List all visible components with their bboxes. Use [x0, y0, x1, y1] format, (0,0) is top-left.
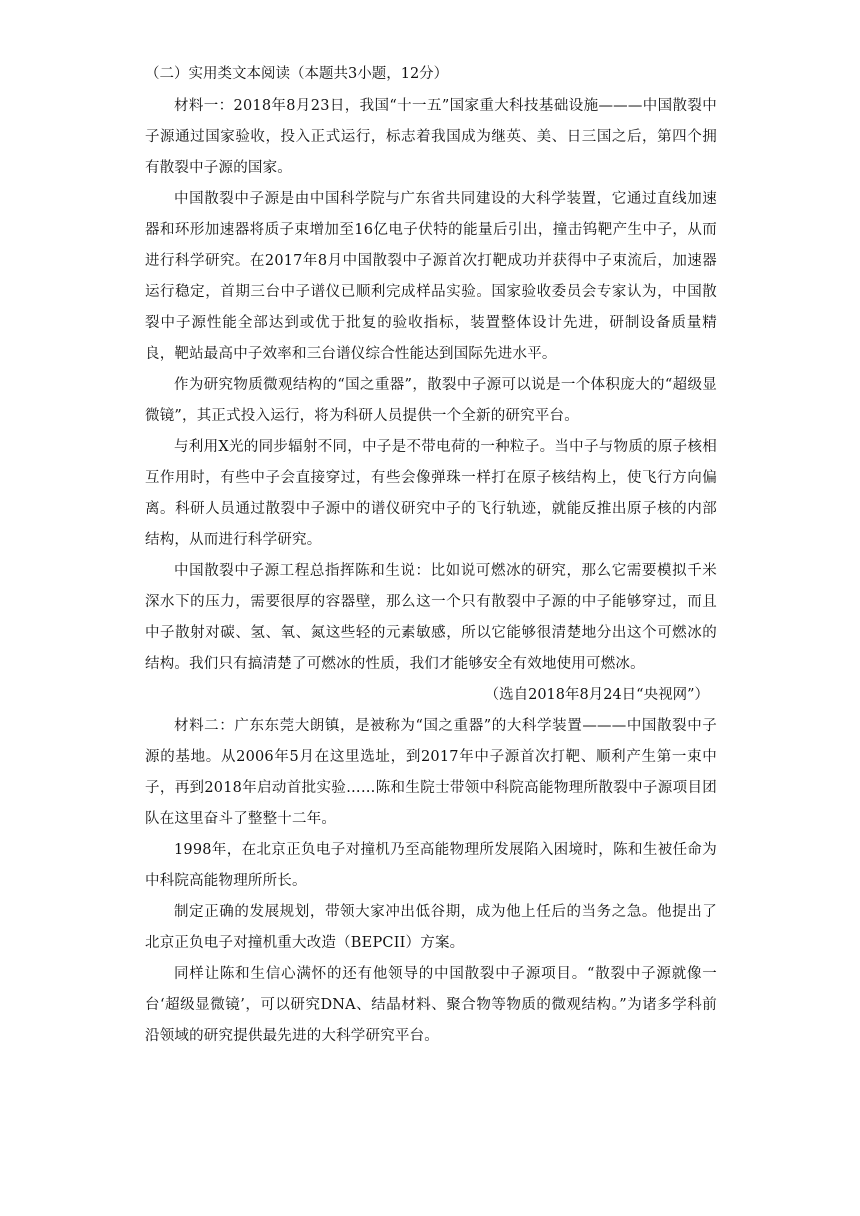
paragraph-neutron-physics: 与利用X光的同步辐射不同，中子是不带电荷的一种粒子。当中子与物质的原子核相互作用时，有些中子会直接穿过，有些会像弹珠一样打在原子核结构上，使飞行方向偏离。科研人员通过散裂中子源中的谱仪研究中子的飞行轨迹，就能反推出原子核的内部结构，从而进行科学研究。 — [145, 439, 717, 548]
source-citation: （选自2018年8月24日“央视网”） — [484, 687, 709, 703]
section-heading: （二）实用类文本阅读（本题共3小题，12分） — [145, 66, 449, 82]
paragraph-csns-description: 中国散裂中子源是由中国科学院与广东省共同建设的大科学装置，它通过直线加速器和环形加速器将质子束增加至16亿电子伏特的能量后引出，撞击钨靶产生中子，从而进行科学研究。在2017年8月中国散裂中子源首次打靶成功并获得中子束流后，加速器运行稳定，首期三台中子谱仪已顺利完成样品实验。国家验收委员会专家认为，中国散裂中子源性能全部达到或优于批复的验收指标，装置整体设计先进，研制设备质量精良，靶站最高中子效率和三台谱仪综合性能达到国际先进水平。 — [145, 191, 717, 362]
paragraph-chen-quote: 中国散裂中子源工程总指挥陈和生说：比如说可燃冰的研究，那么它需要模拟千米深水下的压力，需要很厚的容器壁，那么这一个只有散裂中子源的中子能够穿过，而且中子散射对碳、氢、氧、氮这些轻的元素敏感，所以它能够很清楚地分出这个可燃冰的结构。我们只有搞清楚了可燃冰的性质，我们才能够安全有效地使用可燃冰。 — [145, 563, 717, 672]
paragraph-csns-project: 同样让陈和生信心满怀的还有他领导的中国散裂中子源项目。“散裂中子源就像一台‘超级显微镜’，可以研究DNA、结晶材料、聚合物等物质的微观结构。”为诸多学科前沿领域的研究提供最先进的大科学研究平台。 — [145, 966, 717, 1044]
paragraph-super-microscope: 作为研究物质微观结构的“国之重器”，散裂中子源可以说是一个体积庞大的“超级显微镜”，其正式投入运行，将为科研人员提供一个全新的研究平台。 — [145, 377, 717, 424]
paragraph-material2-intro: 材料二：广东东莞大朗镇，是被称为“国之重器”的大科学装置———中国散裂中子源的基地。从2006年5月在这里选址，到2017年中子源首次打靶、顺利产生第一束中子，再到2018年启动首批实验……陈和生院士带领中科院高能物理所散裂中子源项目团队在这里奋斗了整整十二年。 — [145, 718, 717, 827]
paragraph-material1-intro: 材料一：2018年8月23日，我国“十一五”国家重大科技基础设施———中国散裂中子源通过国家验收，投入正式运行，标志着我国成为继英、美、日三国之后，第四个拥有散裂中子源的国家。 — [145, 98, 717, 176]
paragraph-1998-appointment: 1998年，在北京正负电子对撞机乃至高能物理所发展陷入困境时，陈和生被任命为中科院高能物理所所长。 — [145, 842, 717, 889]
reading-section — [145, 60, 717, 1052]
paragraph-development-plan: 制定正确的发展规划，带领大家冲出低谷期，成为他上任后的当务之急。他提出了北京正负电子对撞机重大改造（BEPCII）方案。 — [145, 904, 717, 951]
